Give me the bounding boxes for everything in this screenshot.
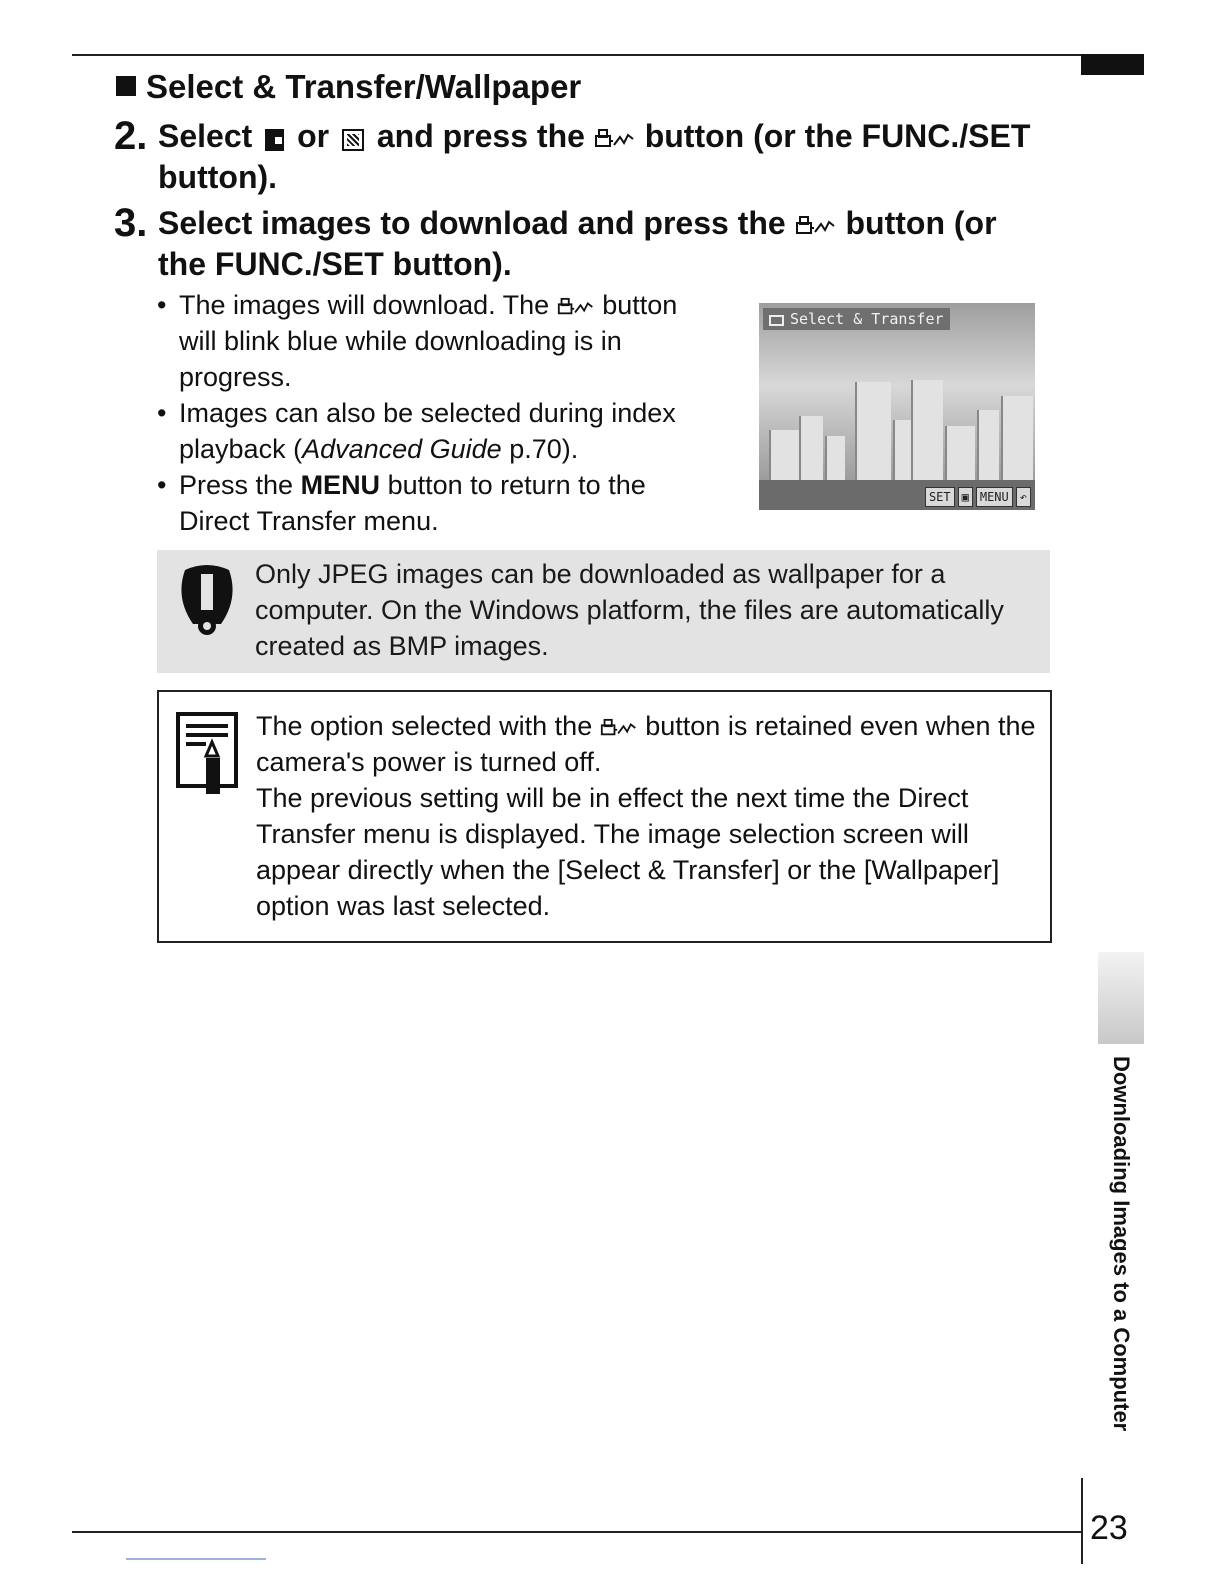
camera-screen-image [759,303,1035,510]
side-tab-marker [1098,952,1144,1044]
top-rule [72,54,1144,56]
screen-controls [925,487,1031,507]
select-transfer-icon: ▣ [958,487,973,507]
memo-icon [176,712,238,796]
step-text: Select images to download and press the [158,205,786,241]
print-share-icon [557,296,595,318]
step-text: button (or the FUNC./SET button). [158,205,997,282]
note-box [157,690,1052,943]
bottom-rule [72,1531,1082,1533]
caution-icon [173,562,241,642]
caution-box [157,550,1050,673]
note-text: The option selected with the button is retained even when the camera's power is turned off. The previous setting will be in effect the next time the Direct Transfer menu is displayed. The image selection screen will appear directly when the [Select & Transfer] or the [Wallpaper] option was last selected. [256,711,1036,921]
caution-text: Only JPEG images can be downloaded as wallpaper for a computer. On the Windows platform, the files are automatically created as BMP images. [255,559,1004,661]
step-2 [114,116,1034,198]
return-arrow-icon: ↶ [1016,487,1031,507]
top-tab-marker [1081,54,1144,75]
step-text: or [297,118,330,154]
print-share-icon [795,214,837,238]
select-transfer-icon [265,129,284,151]
step-text: Select [158,118,253,154]
section-heading: Select & Transfer/Wallpaper [116,68,581,106]
screen-title-bar: Select & Transfer [763,308,950,330]
page-number-divider [1081,1478,1083,1564]
print-share-icon [594,127,636,151]
print-share-icon [600,717,638,739]
scan-artifact-line [126,1558,266,1560]
list-item: • The images will download. The button will blink blue while downloading is in progress. [157,287,717,395]
square-bullet-icon [116,76,136,96]
wallpaper-icon [342,129,364,151]
step-text: and press the [376,118,585,154]
set-label: SET [925,487,955,507]
chapter-side-label: Downloading Images to a Computer [1109,1056,1134,1432]
menu-label: MENU [976,487,1013,507]
list-item: • Images can also be selected during index playback (Advanced Guide p.70). [157,395,717,467]
list-item: • Press the MENU button to return to the Direct Transfer menu. [157,467,717,539]
step-number: 3. [114,201,148,245]
step-number: 2. [114,114,148,158]
step-text: button (or the FUNC./SET button). [158,118,1031,195]
select-transfer-icon [769,315,784,326]
bullet-list [157,287,717,539]
step-3 [114,203,1034,285]
page-number: 23 [1090,1509,1128,1547]
